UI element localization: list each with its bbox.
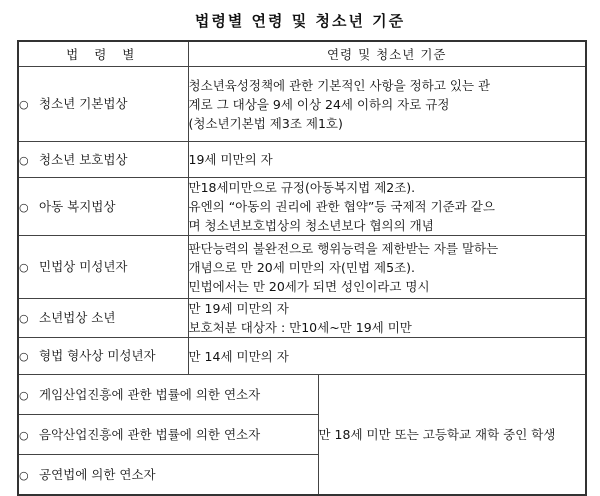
bullet-icon: ○ bbox=[19, 468, 29, 482]
law-name-cell bbox=[18, 67, 188, 142]
law-name: 아동 복지법상 bbox=[39, 198, 116, 214]
criteria-line: 계로 그 대상을 9세 이상 24세 이하의 자로 규정 bbox=[188, 96, 450, 112]
criteria-line: 만18세미만으로 규정(아동복지법 제2조). bbox=[188, 180, 416, 195]
law-name: 음악산업진흥에 관한 법률에 의한 연소자 bbox=[39, 426, 261, 442]
bullet-icon: ○ bbox=[19, 350, 29, 363]
bullet-icon: ○ bbox=[19, 200, 29, 214]
criteria-cell bbox=[188, 236, 586, 299]
table-row bbox=[18, 299, 586, 338]
table-row bbox=[18, 178, 586, 236]
table-row bbox=[18, 142, 586, 178]
law-name-cell bbox=[18, 375, 318, 415]
law-name-cell bbox=[18, 236, 188, 299]
table-row bbox=[18, 236, 586, 299]
law-name-cell bbox=[18, 142, 188, 178]
merged-criteria-cell: 만 18세 미만 또는 고등학교 재학 중인 학생 bbox=[318, 375, 586, 496]
law-name: 민법상 미성년자 bbox=[39, 259, 128, 274]
bullet-icon: ○ bbox=[19, 153, 29, 167]
header-criteria: 연령 및 청소년 기준 bbox=[188, 41, 586, 67]
criteria-cell bbox=[188, 67, 586, 142]
law-name: 소년법상 소년 bbox=[39, 310, 116, 325]
law-name-cell bbox=[18, 299, 188, 338]
law-name: 청소년 기본법상 bbox=[39, 96, 128, 111]
law-name-cell bbox=[18, 415, 318, 455]
criteria-line: 청소년육성정책에 관한 기본적인 사항을 정하고 있는 관 bbox=[188, 77, 491, 93]
law-name-cell bbox=[18, 338, 188, 375]
criteria-cell bbox=[188, 299, 586, 338]
law-age-table bbox=[17, 40, 587, 496]
law-name-cell bbox=[18, 178, 188, 236]
criteria-line: 만 19세 미만의 자 bbox=[188, 301, 289, 316]
bullet-icon: ○ bbox=[19, 388, 29, 402]
table-row bbox=[18, 67, 586, 142]
table-row bbox=[18, 375, 586, 415]
table-header-row bbox=[18, 41, 586, 67]
criteria-line: 보호처분 대상자 : 만10세~만 19세 미만 bbox=[188, 320, 412, 335]
criteria-cell bbox=[188, 338, 586, 375]
law-name: 게임산업진흥에 관한 법률에 의한 연소자 bbox=[39, 386, 261, 402]
header-law: 법 령 별 bbox=[18, 41, 188, 67]
criteria-line: 유엔의 “아동의 권리에 관한 협약”등 국제적 기준과 같으 bbox=[188, 199, 495, 214]
bullet-icon: ○ bbox=[19, 98, 29, 111]
criteria-line: 며 청소년보호법상의 청소년보다 협의의 개념 bbox=[188, 218, 434, 233]
criteria-cell bbox=[188, 142, 586, 178]
bullet-icon: ○ bbox=[19, 312, 29, 325]
criteria-line: 민법에서는 만 20세가 되면 성인이라고 명시 bbox=[188, 278, 430, 294]
law-name: 공연법에 의한 연소자 bbox=[39, 466, 156, 482]
criteria-cell bbox=[188, 178, 586, 236]
criteria-line: 판단능력의 불완전으로 행위능력을 제한받는 자를 말하는 bbox=[188, 240, 499, 256]
law-name: 형법 형사상 미성년자 bbox=[39, 348, 156, 363]
bullet-icon: ○ bbox=[19, 261, 29, 274]
bullet-icon: ○ bbox=[19, 428, 29, 442]
law-name: 청소년 보호법상 bbox=[39, 151, 128, 167]
criteria-line: 만 14세 미만의 자 bbox=[188, 348, 289, 364]
criteria-line: (청소년기본법 제3조 제1호) bbox=[188, 115, 343, 131]
page-title: 법령별 연령 및 청소년 기준 bbox=[194, 12, 406, 30]
criteria-line: 19세 미만의 자 bbox=[188, 152, 273, 167]
table-row bbox=[18, 338, 586, 375]
criteria-line: 개념으로 만 20세 미만의 자(민법 제5조). bbox=[188, 259, 416, 275]
